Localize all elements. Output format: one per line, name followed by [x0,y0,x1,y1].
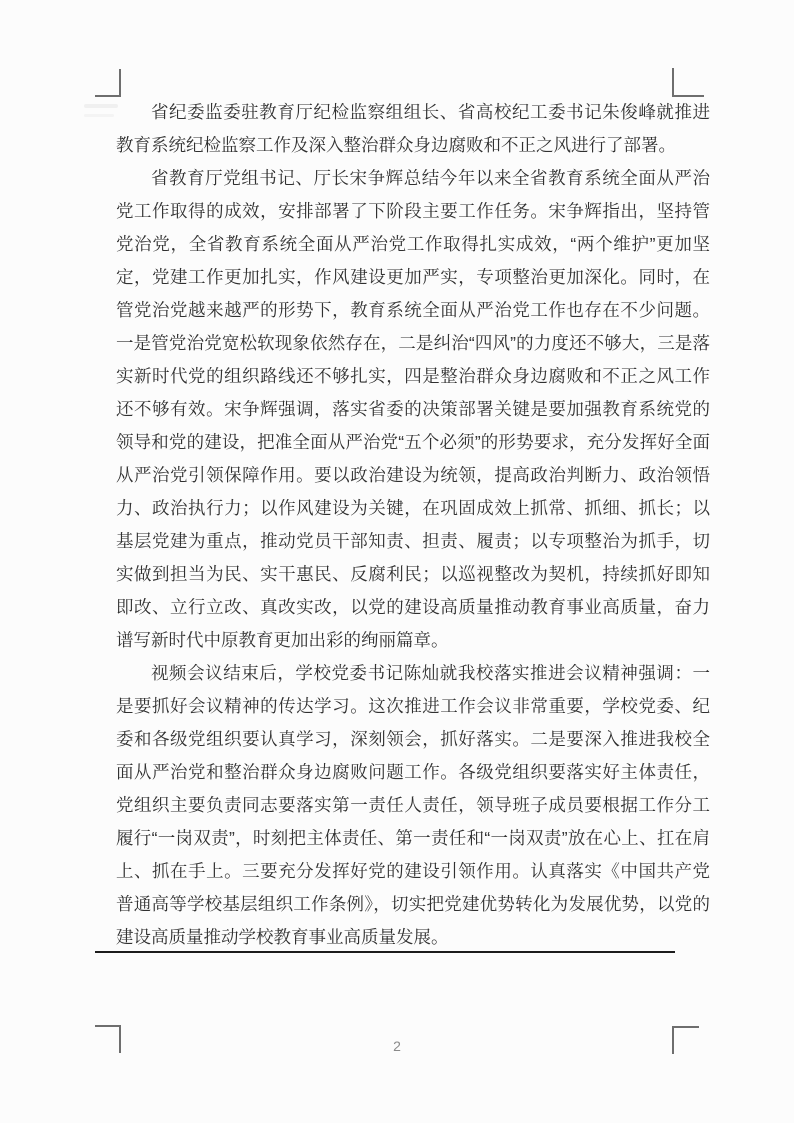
crop-mark-top-right-icon [672,68,704,97]
paragraph-1: 省纪委监委驻教育厅纪检监察组组长、省高校纪工委书记朱俊峰就推进教育系统纪检监察工作及深入整治群众身边腐败和不正之风进行了部署。 [116,102,710,155]
paragraph-3: 视频会议结束后，学校党委书记陈灿就我校落实推进会议精神强调：一是要抓好会议精神的传达学习。这次推进工作会议非常重要，学校党委、纪委和各级党组织要认真学习，深刻领会，抓好落实。二是要深入推进我校全面从严治党和整治群众身边腐败问题工作。各级党组织要落实好主体责任，党组织主要负责同志要落实第一责任人责任，领导班子成员要根据工作分工履行“一岗双责”，时刻把主体责任、第一责任和“一岗双责”放在心上、扛在肩上、抓在手上。三要充分发挥好党的建设引领作用。认真落实《中国共产党普通高等学校基层组织工作条例》，切实把党建优势转化为发展优势，以党的建设高质量推动学校教育事业高质量发展。 [116,663,710,947]
crop-mark-top-left-icon [95,69,121,97]
scan-smudge [84,104,118,108]
closing-rule [95,951,675,953]
scan-smudge [84,114,114,117]
page-number: 2 [393,1038,401,1054]
body-text [116,96,710,954]
paragraph-2: 省教育厅党组书记、厅长宋争辉总结今年以来全省教育系统全面从严治党工作取得的成效，安排部署了下阶段主要工作任务。宋争辉指出，坚持管党治党，全省教育系统全面从严治党工作取得扎实成效，“两个维护”更加坚定，党建工作更加扎实，作风建设更加严实，专项整治更加深化。同时，在管党治党越来越严的形势下，教育系统全面从严治党工作也存在不少问题。一是管党治党宽松软现象依然存在，二是纠治“四风”的力度还不够大，三是落实新时代党的组织路线还不够扎实，四是整治群众身边腐败和不正之风工作还不够有效。宋争辉强调，落实省委的决策部署关键是要加强教育系统党的领导和党的建设，把准全面从严治党“五个必须”的形势要求，充分发挥好全面从严治党引领保障作用。要以政治建设为统领，提高政治判断力、政治领悟力、政治执行力；以作风建设为关键，在巩固成效上抓常、抓细、抓长；以基层党建为重点，推动党员干部知责、担责、履责；以专项整治为抓手，切实做到担当为民、实干惠民、反腐利民；以巡视整改为契机，持续抓好即知即改、立行立改、真改实改，以党的建设高质量推动教育事业高质量，奋力谱写新时代中原教育更加出彩的绚丽篇章。 [116,168,710,650]
